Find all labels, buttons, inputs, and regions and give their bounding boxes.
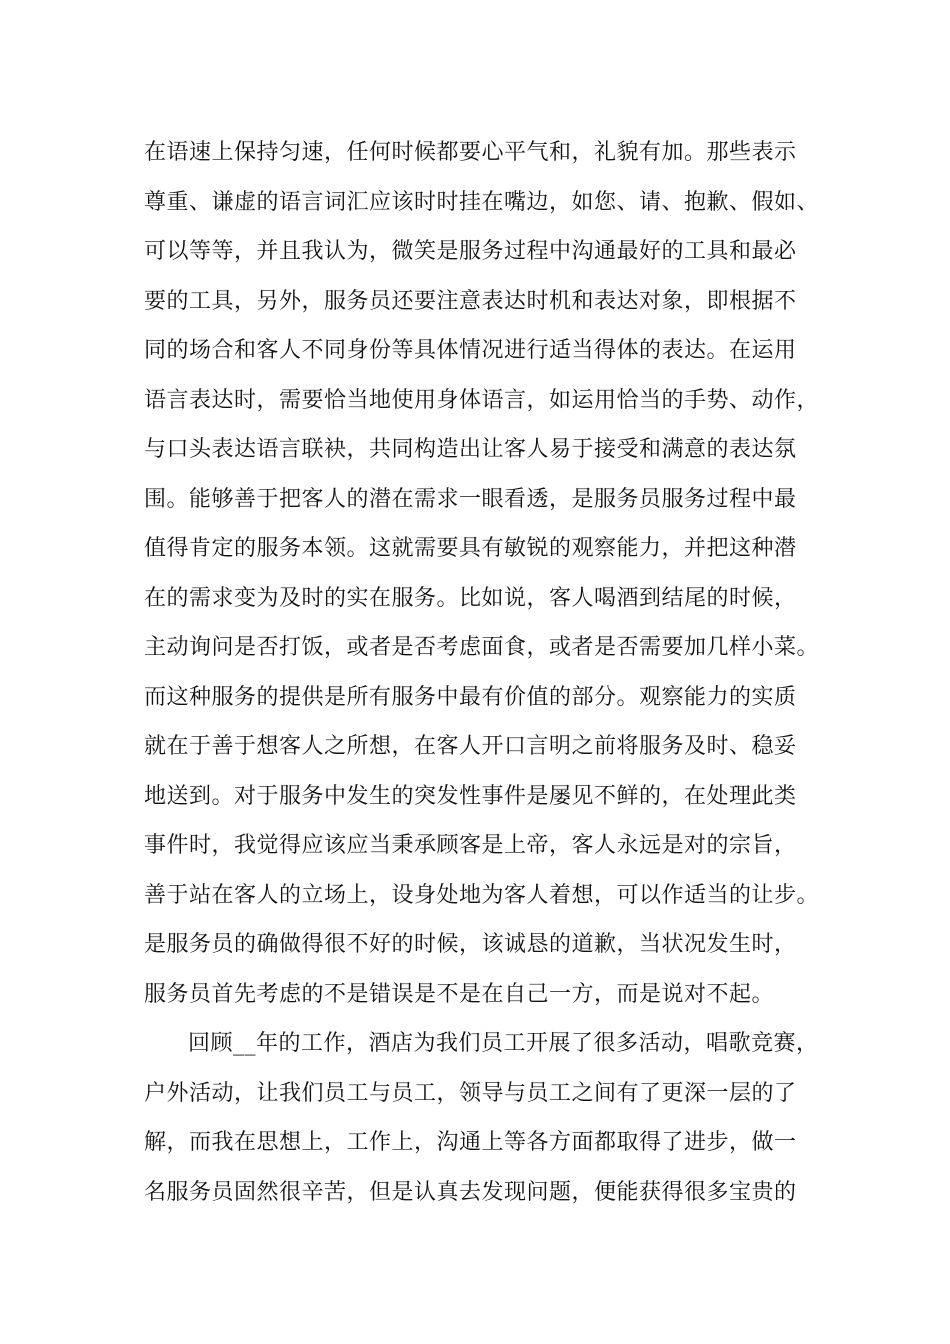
text-line: 地送到。对于服务中发生的突发性事件是屡见不鲜的，在处理此类 <box>144 783 797 809</box>
text-line: 在的需求变为及时的实在服务。比如说，客人喝酒到结尾的时候， <box>144 585 797 611</box>
text-line: 主动询问是否打饭，或者是否考虑面食，或者是否需要加几样小菜。 <box>144 635 820 660</box>
text-line: 语言表达时，需要恰当地使用身体语言，如运用恰当的手势、动作， <box>144 387 820 413</box>
text-line: 在语速上保持匀速，任何时候都要心平气和，礼貌有加。那些表示 <box>144 140 797 165</box>
text-line: 围。能够善于把客人的潜在需求一眼看透，是服务员服务过程中最 <box>144 486 797 512</box>
text-line: 要的工具，另外，服务员还要注意表达时机和表达对象，即根据不 <box>144 288 797 314</box>
document-body <box>144 128 844 1217</box>
text-line: 就在于善于想客人之所想，在客人开口言明之前将服务及时、稳妥 <box>144 734 797 759</box>
text-line: 同的场合和客人不同身份等具体情况进行适当得体的表达。在运用 <box>144 338 797 363</box>
paragraph-1 <box>144 128 844 1019</box>
text-line: 而这种服务的提供是所有服务中最有价值的部分。观察能力的实质 <box>144 684 797 710</box>
text-line: 可以等等，并且我认为，微笑是服务过程中沟通最好的工具和最必 <box>144 239 797 264</box>
text-line: 事件时，我觉得应该应当秉承顾客是上帝，客人永远是对的宗旨， <box>144 833 797 858</box>
paragraph-2 <box>144 1019 844 1217</box>
text-line: 户外活动，让我们员工与员工，领导与员工之间有了更深一层的了 <box>144 1080 797 1106</box>
text-line: 善于站在客人的立场上，设身处地为客人着想，可以作适当的让步。 <box>144 882 820 908</box>
text-line: 与口头表达语言联袂，共同构造出让客人易于接受和满意的表达氛 <box>144 437 797 462</box>
text-line: 解，而我在思想上，工作上，沟通上等各方面都取得了进步，做一 <box>144 1130 797 1155</box>
text-line: 服务员首先考虑的不是错误是不是在自己一方，而是说对不起。 <box>144 981 775 1007</box>
text-line: 是服务员的确做得很不好的时候，该诚恳的道歉，当状况发生时， <box>144 932 797 957</box>
text-line: 尊重、谦虚的语言词汇应该时时挂在嘴边，如您、请、抱歉、假如、 <box>144 189 820 215</box>
text-line: 值得肯定的服务本领。这就需要具有敏锐的观察能力，并把这种潜 <box>144 536 797 561</box>
text-line: 回顾__年的工作，酒店为我们员工开展了很多活动，唱歌竞赛， <box>188 1031 819 1056</box>
text-line: 名服务员固然很辛苦，但是认真去发现问题，便能获得很多宝贵的 <box>144 1179 797 1205</box>
